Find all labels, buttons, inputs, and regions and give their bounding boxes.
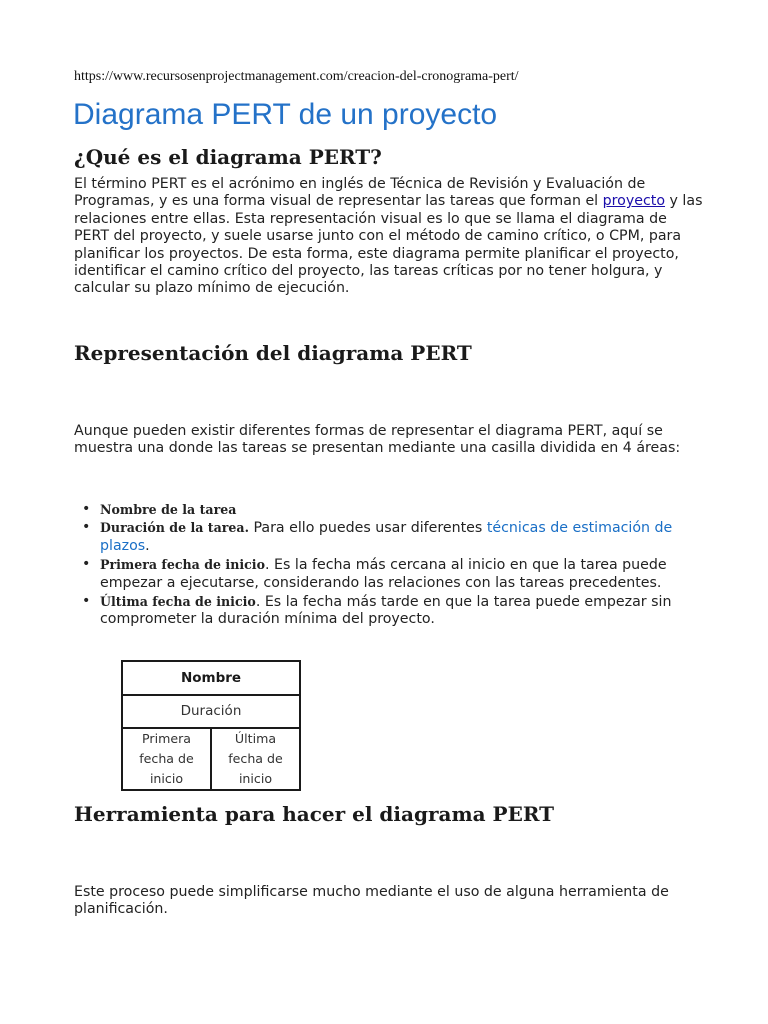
list-item-bold: Última fecha de inicio <box>100 594 256 610</box>
bullet-icon: • <box>82 593 91 610</box>
pert-cell-line: inicio <box>149 771 184 786</box>
list-item-text: . Es la fecha más cercana al inicio en que la tarea puede empezar a ejecutarse, considerando las relaciones con las tareas precedentes. <box>100 557 667 591</box>
section-paragraph-tool: Este proceso puede simplificarse mucho mediante el uso de alguna herramienta de planificación. <box>74 884 669 918</box>
list-item-text: Para ello puedes usar diferentes <box>248 520 487 537</box>
estimation-techniques-link[interactable]: técnicas de estimación de plazos <box>100 520 673 554</box>
page-title: Diagrama PERT de un proyecto <box>73 98 498 131</box>
section-heading-what-is-pert: ¿Qué es el diagrama PERT? <box>74 145 382 169</box>
list-item <box>74 593 694 629</box>
list-item-text: . <box>145 537 150 554</box>
section-heading-tool: Herramienta para hacer el diagrama PERT <box>74 802 554 826</box>
bullet-list <box>74 500 694 629</box>
paragraph-text: El término PERT es el acrónimo en inglés de Técnica de Revisión y Evaluación de Programas, y es una forma visual de representar las tareas que forman el <box>74 176 646 210</box>
pert-node-name: Nombre <box>123 662 299 696</box>
section-paragraph-what-is-pert <box>74 176 704 298</box>
list-item <box>74 501 694 519</box>
pert-cell-line: inicio <box>238 771 273 786</box>
list-item-text: . Es la fecha más tarde en que la tarea puede empezar sin comprometer la duración mínima del proyecto. <box>100 594 672 628</box>
pert-node-figure <box>121 660 301 791</box>
proyecto-link[interactable]: proyecto <box>602 193 666 210</box>
list-item-bold: Nombre de la tarea <box>100 502 237 517</box>
bullet-icon: • <box>82 501 91 517</box>
pert-cell-line: fecha de <box>228 751 283 766</box>
list-item-bold: Primera fecha de inicio <box>100 557 265 573</box>
pert-cell-line: Primera <box>142 731 191 746</box>
bullet-icon: • <box>82 556 91 573</box>
section-heading-representation: Representación del diagrama PERT <box>74 341 472 365</box>
list-item <box>74 519 694 555</box>
source-url[interactable]: https://www.recursosenprojectmanagement.com/creacion-del-cronograma-pert/ <box>74 69 519 84</box>
pert-node-duration: Duración <box>123 696 299 729</box>
pert-node-earliest-start <box>123 729 212 789</box>
list-item-bold: Duración de la tarea. <box>100 520 249 536</box>
pert-cell-line: fecha de <box>139 751 194 766</box>
paragraph-text: y las relaciones entre ellas. Esta representación visual es lo que se llama el diagrama de PERT del proyecto, y suele usarse junto con el método de camino crítico, o CPM, para planificar los proyectos. De esta forma, este diagrama permite planificar el proyecto, identificar el camino crítico del proyecto, las tareas críticas por no tener holgura, y calcular su plazo mínimo de ejecución. <box>74 193 703 297</box>
pert-node-latest-start <box>212 729 299 789</box>
section-paragraph-representation: Aunque pueden existir diferentes formas de representar el diagrama PERT, aquí se muestra una donde las tareas se presentan mediante una casilla dividida en 4 áreas: <box>74 423 681 457</box>
bullet-icon: • <box>82 519 91 536</box>
list-item <box>74 556 694 592</box>
pert-cell-line: Última <box>234 731 277 746</box>
